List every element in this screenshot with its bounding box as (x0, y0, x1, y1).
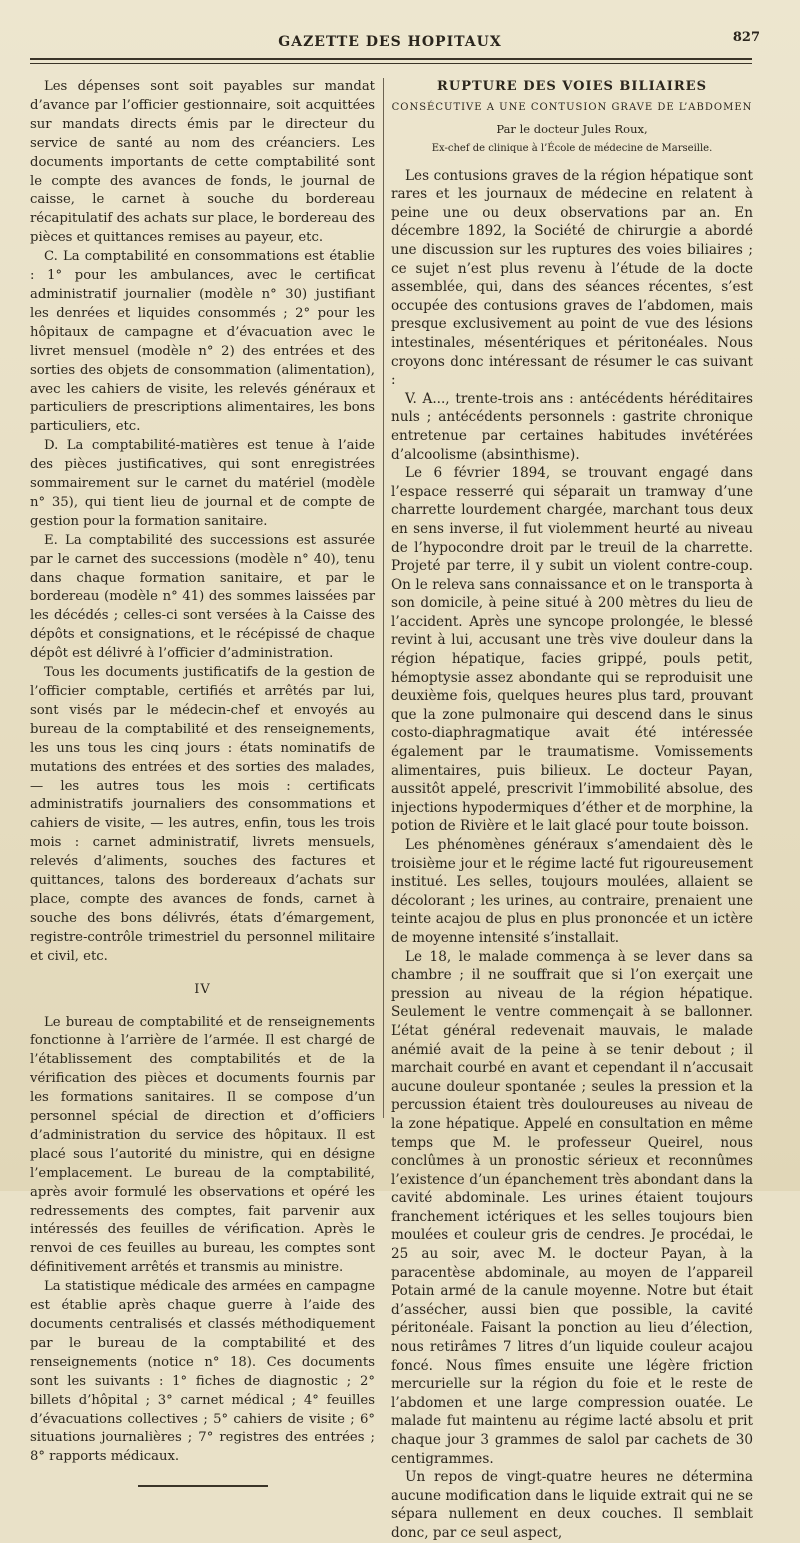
article-body (391, 167, 753, 1543)
article-subtitle: CONSÉCUTIVE A UNE CONTUSION GRAVE DE L’ABDOMEN (391, 101, 753, 113)
paragraph: V. A..., trente-trois ans : antécédents héréditaires nuls ; antécédents personnels : gastrite chronique entretenue par certaines habitudes invétérées d’alcoolisme (absinthisme). (391, 390, 753, 463)
paragraph: Les contusions graves de la région hépatique sont rares et les journaux de médecine en relatent à peine une ou deux observations par an. En décembre 1892, la Société de chirurgie a abordé une discussion sur les ruptures des voies biliaires ; ce sujet n’est plus revenu à l’étude de la docte assemblée, qui, dans des séances récentes, s’est occupée des contusions graves de l’abdomen, mais presque exclusivement au point de vue des lésions intestinales, mésentériques et péritonéales. Nous croyons donc intéressant de résumer le cas suivant : (391, 167, 753, 389)
paragraph: La statistique médicale des armées en campagne est établie après chaque guerre à l’aide des documents centralisés et classés méthodiquement par le bureau de la comptabilité et des renseignements (notice n° 18). Ces documents sont les suivants : 1° fiches de diagnostic ; 2° billets d’hôpital ; 3° carnet médical ; 4° feuilles d’évacuations collectives ; 5° cahiers de visite ; 6° situations journalières ; 7° registres des entrées ; 8° rapports médicaux. (30, 1279, 375, 1465)
page-number: 827 (732, 30, 760, 45)
right-column (391, 78, 753, 1543)
paragraph: Les phénomènes généraux s’amendaient dès le troisième jour et le régime lacté fut rigoureusement institué. Les selles, toujours moulées, allaient se décolorant ; les urines, au contraire, prenaient une teinte acajou de plus en plus prononcée et un ictère de moyenne intensité s’installait. (391, 837, 753, 946)
header-rule (30, 58, 752, 60)
paragraph: Le 6 février 1894, se trouvant engagé dans l’espace resserré qui séparait un tramway d’une charrette lourdement chargée, marchant tous deux en sens inverse, il fut violemment heurté au niveau de l’hypocondre droit par le treuil de la charrette. Projeté par terre, il y subit un violent contre-coup. On le releva sans connaissance et on le transporta à son domicile, à peine situé à 200 mètres du lieu de l’accident. Après une syncope prolongée, le blessé revint à lui, accusant une très vive douleur dans la région hépatique, facies grippé, pouls petit, hémoptysie assez abondante qui se reproduisit une deuxième fois, quelques heures plus tard, prouvant que la zone pulmonaire qui descend dans le sinus costo-diaphragmatique avait été intéressée également par le traumatisme. Vomissements alimentaires, puis bilieux. Le docteur Payan, aussitôt appelé, prescrivit l’immobilité absolue, des injections hypodermiques d’éther et de morphine, la potion de Rivière et le lait glacé pour toute boisson. (391, 465, 753, 835)
left-column (30, 78, 375, 1487)
paragraph: Le bureau de comptabilité et de renseignements fonctionne à l’arrière de l’armée. Il est chargé de l’établissement des comptabilités et de la vérification des pièces et documents fournis par les formations sanitaires. Il se compose d’un personnel spécial de direction et d’officiers d’administration du service des hôpitaux. Il est placé sous l’autorité du ministre, qui en désigne l’emplacement. Le bureau de la comptabilité, après avoir formulé les observations et opéré les redressements des comptes, fait parvenir aux intéressés des feuilles de vérification. Après le renvoi de ces feuilles au bureau, les comptes sont définitivement arrêtés et transmis au ministre. (30, 1014, 375, 1276)
article-affiliation: Ex-chef de clinique à l’École de médecine de Marseille. (431, 142, 713, 154)
article-title: RUPTURE DES VOIES BILIAIRES (437, 79, 707, 94)
journal-title: GAZETTE DES HOPITAUX (278, 34, 502, 50)
header-rule-thin (30, 63, 752, 64)
paragraph: Les dépenses sont soit payables sur mandat d’avance par l’officier gestionnaire, soit acquittées sur mandats directs émis par le directeur du service de santé au nom des créanciers. Les documents importants de cette comptabilité sont le compte des avances de fonds, le journal de caisse, le carnet à souche du bordereau récapitulatif des achats sur place, le bordereau des pièces et quittances remises au payeur, etc. (30, 79, 375, 246)
masthead (30, 30, 760, 60)
column-divider (383, 78, 384, 1118)
paragraph: Tous les documents justificatifs de la gestion de l’officier comptable, certifiés et arrêtés par lui, sont visés par le médecin-chef et envoyés au bureau de la comptabilité et des renseignements, les uns tous les cinq jours : états nominatifs de mutations des entrées et des sorties des malades, — les autres tous les mois : certificats administratifs journaliers des consommations et cahiers de visite, — les autres, enfin, tous les trois mois : carnet administratif, livrets mensuels, relevés d’aliments, souches des factures et quittances, talons des bordereaux d’achats sur place, compte des avances de fonds, carnet à souche des bons délivrés, états d’émargement, registre-contrôle trimestriel du personnel militaire et civil, etc. (30, 665, 375, 964)
paragraph: D. La comptabilité-matières est tenue à l’aide des pièces justificatives, qui sont enregistrées sommairement sur le carnet du matériel (modèle n° 35), qui tient lieu de journal et de compte de gestion pour la formation sanitaire. (30, 438, 375, 529)
section-heading: IV (194, 981, 211, 997)
paragraph: Un repos de vingt-quatre heures ne détermina aucune modification dans le liquide extrait qui ne se sépara nullement en deux couches. Il semblait donc, par ce seul aspect, (391, 1469, 753, 1541)
paragraph: Le 18, le malade commença à se lever dans sa chambre ; il ne souffrait que si l’on exerçait une pression au niveau de la région hépatique. Seulement le ventre commençait à se ballonner. L’état général redevenait mauvais, le malade anémié avait de la peine à se tenir debout ; il marchait courbé en avant et cependant il n’accusait aucune douleur spontanée ; seules la pression et la percussion étaient très douloureuses au niveau de la zone hépatique. Appelé en consultation en même temps que M. le professeur Queirel, nous conclûmes à un pronostic sérieux et reconnûmes l’existence d’un épanchement très abondant dans la cavité abdominale. Les urines étaient toujours franchement ictériques et les selles toujours bien moulées et couleur gris de cendres. Je procédai, le 25 au soir, avec M. le docteur Payan, à la paracentèse abdominale, au moyen de l’appareil Potain armé de la canule moyenne. Notre but était d’assécher, aussi bien que possible, la cavité péritonéale. Faisant la ponction au lieu d’élection, nous retirâmes 7 litres d’un liquide couleur acajou foncé. Nous fîmes ensuite une légère friction mercurielle sur la région du foie et le reste de l’abdomen et une large compression ouatée. Le malade fut maintenu au régime lacté absolu et prit chaque jour 3 grammes de salol par cachets de 30 centigrammes. (391, 948, 753, 1467)
paragraph: C. La comptabilité en consommations est établie : 1° pour les ambulances, avec le certificat administratif journalier (modèle n° 30) justifiant les denrées et liquides consommés ; 2° pour les hôpitaux de campagne et d’évacuation avec le livret mensuel (modèle n° 2) des entrées et des sorties des objets de consommation (alimentation), avec les cahiers de visite, les relevés généraux et particuliers de prescriptions alimentaires, les bons particuliers, etc. (30, 249, 375, 435)
end-rule (138, 1485, 268, 1487)
article-author: Par le docteur Jules Roux, (496, 121, 648, 136)
paragraph: E. La comptabilité des successions est assurée par le carnet des successions (modèle n° 40), tenu dans chaque formation sanitaire, et par le bordereau (modèle n° 41) des sommes laissées par les décédés ; celles-ci sont versées à la Caisse des dépôts et consignations, et le récépissé de chaque dépôt est délivré à l’officier d’administration. (30, 532, 375, 662)
